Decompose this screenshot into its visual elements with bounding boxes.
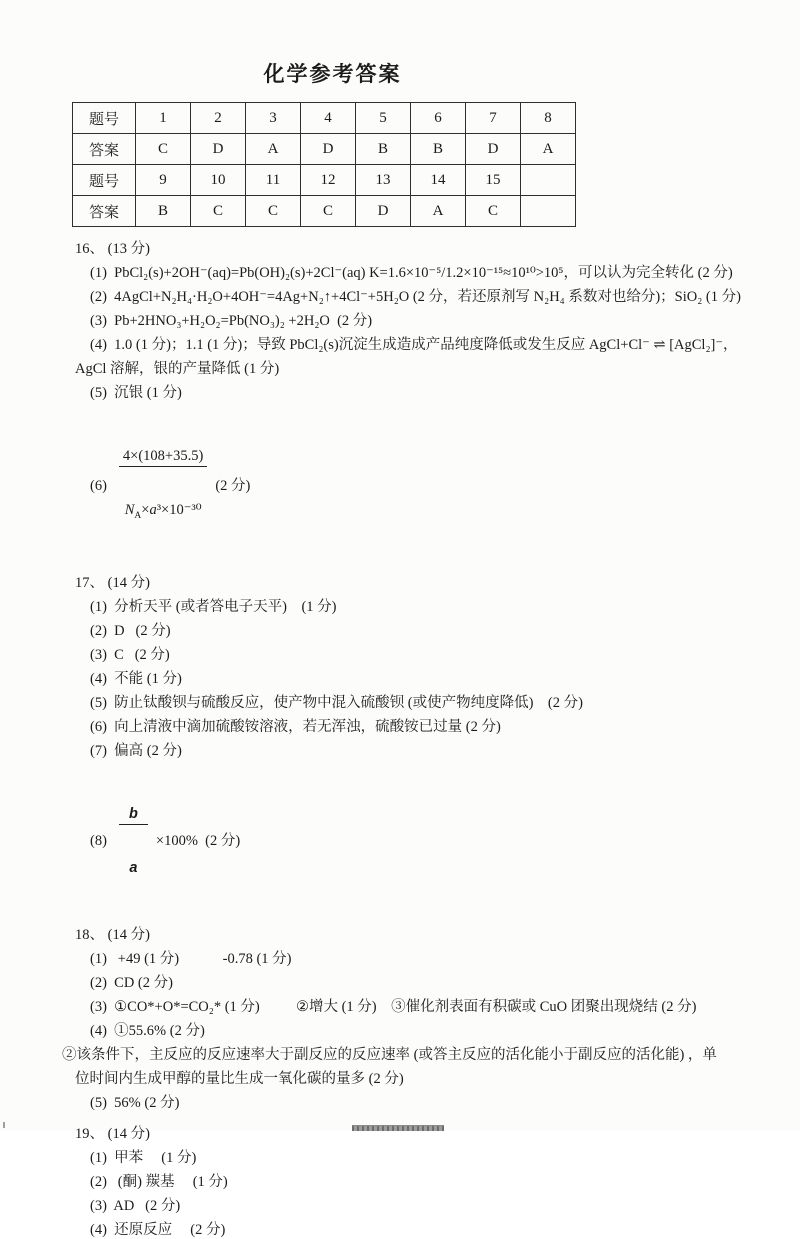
answer-cell: C [246,196,301,227]
answer-cell: C [301,196,356,227]
answer-cell: C [136,134,191,165]
answer-line-18-4-part2-continued: 位时间内生成甲醇的量比生成一氧化碳的量多 (2 分) [75,1070,404,1087]
answer-line-19-2: (2) (酮) 羰基 (1 分) [90,1173,228,1190]
section-19-heading: 19、 (14 分) [75,1125,150,1142]
question-number-cell: 2 [191,103,246,134]
answer-cell: A [521,134,576,165]
question-number-cell: 12 [301,165,356,196]
question-number-cell: 9 [136,165,191,196]
answer-line-18-4: (4) ①55.6% (2 分) [90,1022,205,1039]
answer-line-19-1: (1) 甲苯 (1 分) [90,1149,197,1166]
answer-line-17-2: (2) D (2 分) [90,622,171,639]
answer-line-16-2: (2) 4AgCl+N₂H₄·H₂O+4OH⁻=4Ag+N₂↑+4Cl⁻+5H₂O (2 分，若还原剂写 N₂H₄ 系数对也给分)；SiO₂ (1 分) [90,289,741,305]
question-number-cell: 10 [191,165,246,196]
answer-cell: D [301,134,356,165]
subscript-a: A [134,510,142,521]
answer-line-18-4-part2: ②该条件下，主反应的反应速率大于副反应的反应速率 (或答主反应的活化能小于副反应的活化能) ，单 [62,1046,717,1063]
answer-line-18-2: (2) CD (2 分) [90,974,173,991]
answer-cell: D [191,134,246,165]
answer-cell: D [466,134,521,165]
answer-cell: A [246,134,301,165]
answer-cell: B [356,134,411,165]
question-number-cell: 1 [136,103,191,134]
fraction [119,414,207,559]
section-16-heading: 16、 (13 分) [75,241,150,257]
row-label: 题号 [73,103,136,134]
answer-line-16-4-continued: AgCl 溶解，银的产量降低 (1 分) [75,361,280,377]
answer-line-17-7: (7) 偏高 (2 分) [90,742,182,759]
question-number-cell [521,165,576,196]
answer-line-19-4: (4) 还原反应 (2 分) [90,1221,226,1238]
footer-scan-artifact [352,1125,444,1131]
fraction-numerator: 4×(108+35.5) [119,448,207,467]
question-number-cell: 6 [411,103,466,134]
table-row-question-numbers-2 [73,165,576,196]
symbol-avogadro-n: N [124,502,135,518]
score-note: ×100% (2 分) [155,833,241,850]
answer-line-16-1: (1) PbCl₂(s)+2OH⁻(aq)=Pb(OH)₂(s)+2Cl⁻(aq) K=1.6×10⁻⁵/1.2×10⁻¹⁵≈10¹⁰>10⁵，可以认为完全转化 (2 分) [90,265,733,281]
answer-line-17-1: (1) 分析天平 (或者答电子天平) (1 分) [90,598,337,615]
answer-line-17-4: (4) 不能 (1 分) [90,670,182,687]
answer-cell: B [136,196,191,227]
answer-line-16-3: (3) Pb+2HNO₃+H₂O₂=Pb(NO₃)₂ +2H₂O (2 分) [90,313,373,329]
edge-scan-mark [3,1122,5,1128]
answer-cell: C [191,196,246,227]
item-prefix: (6) [90,478,107,495]
answer-cell: C [466,196,521,227]
fraction-denominator: a [129,859,138,876]
answer-line-17-8 [90,770,775,913]
question-number-cell: 13 [356,165,411,196]
answer-line-17-6: (6) 向上清液中滴加硫酸铵溶液，若无浑浊，硫酸铵已过量 (2 分) [90,718,501,735]
answer-line-18-3: (3) ①CO*+O*=CO₂* (1 分) ②增大 (1 分) ③催化剂表面有积碳或 CuO 团聚出现烧结 (2 分) [90,998,697,1015]
fraction-numerator: b [119,806,148,825]
multiply-sign: × [141,502,150,518]
row-label: 答案 [73,196,136,227]
fraction-denominator [119,501,207,525]
denominator-exponent: ³×10⁻³⁰ [156,502,202,518]
question-number-cell: 4 [301,103,356,134]
score-note: (2 分) [215,478,251,495]
question-number-cell: 14 [411,165,466,196]
answer-line-16-5: (5) 沉银 (1 分) [90,385,182,401]
answer-key-body [62,240,775,1239]
table-row-answers-1 [73,134,576,165]
section-18-heading: 18、 (14 分) [75,926,150,943]
answer-line-18-5: (5) 56% (2 分) [90,1094,180,1111]
section-17-heading: 17、 (14 分) [75,574,150,591]
row-label: 答案 [73,134,136,165]
answer-line-19-3: (3) AD (2 分) [90,1197,181,1214]
table-row-question-numbers-1 [73,103,576,134]
page-title: 化学参考答案 [263,62,402,86]
question-number-cell: 11 [246,165,301,196]
fraction [119,772,148,911]
table-row-answers-2 [73,196,576,227]
question-number-cell: 7 [466,103,521,134]
answer-cell: B [411,134,466,165]
symbol-a: a [149,502,157,518]
answer-cell: D [356,196,411,227]
question-number-cell: 5 [356,103,411,134]
answer-line-17-5: (5) 防止钛酸钡与硫酸反应，使产物中混入硫酸钡 (或使产物纯度降低) (2 分) [90,694,583,711]
question-number-cell: 8 [521,103,576,134]
question-number-cell: 15 [466,165,521,196]
answer-line-18-1: (1) +49 (1 分) -0.78 (1 分) [90,950,292,967]
item-prefix: (8) [90,833,107,850]
answer-cell: A [411,196,466,227]
answer-line-16-6 [90,412,775,561]
answer-table [72,102,576,227]
answer-cell [521,196,576,227]
answer-line-16-4: (4) 1.0 (1 分)；1.1 (1 分)；导致 PbCl₂(s)沉淀生成造成产品纯度降低或发生反应 AgCl+Cl⁻ ⇌ [AgCl₂]⁻， [90,337,738,353]
question-number-cell: 3 [246,103,301,134]
row-label: 题号 [73,165,136,196]
answer-line-17-3: (3) C (2 分) [90,646,170,663]
